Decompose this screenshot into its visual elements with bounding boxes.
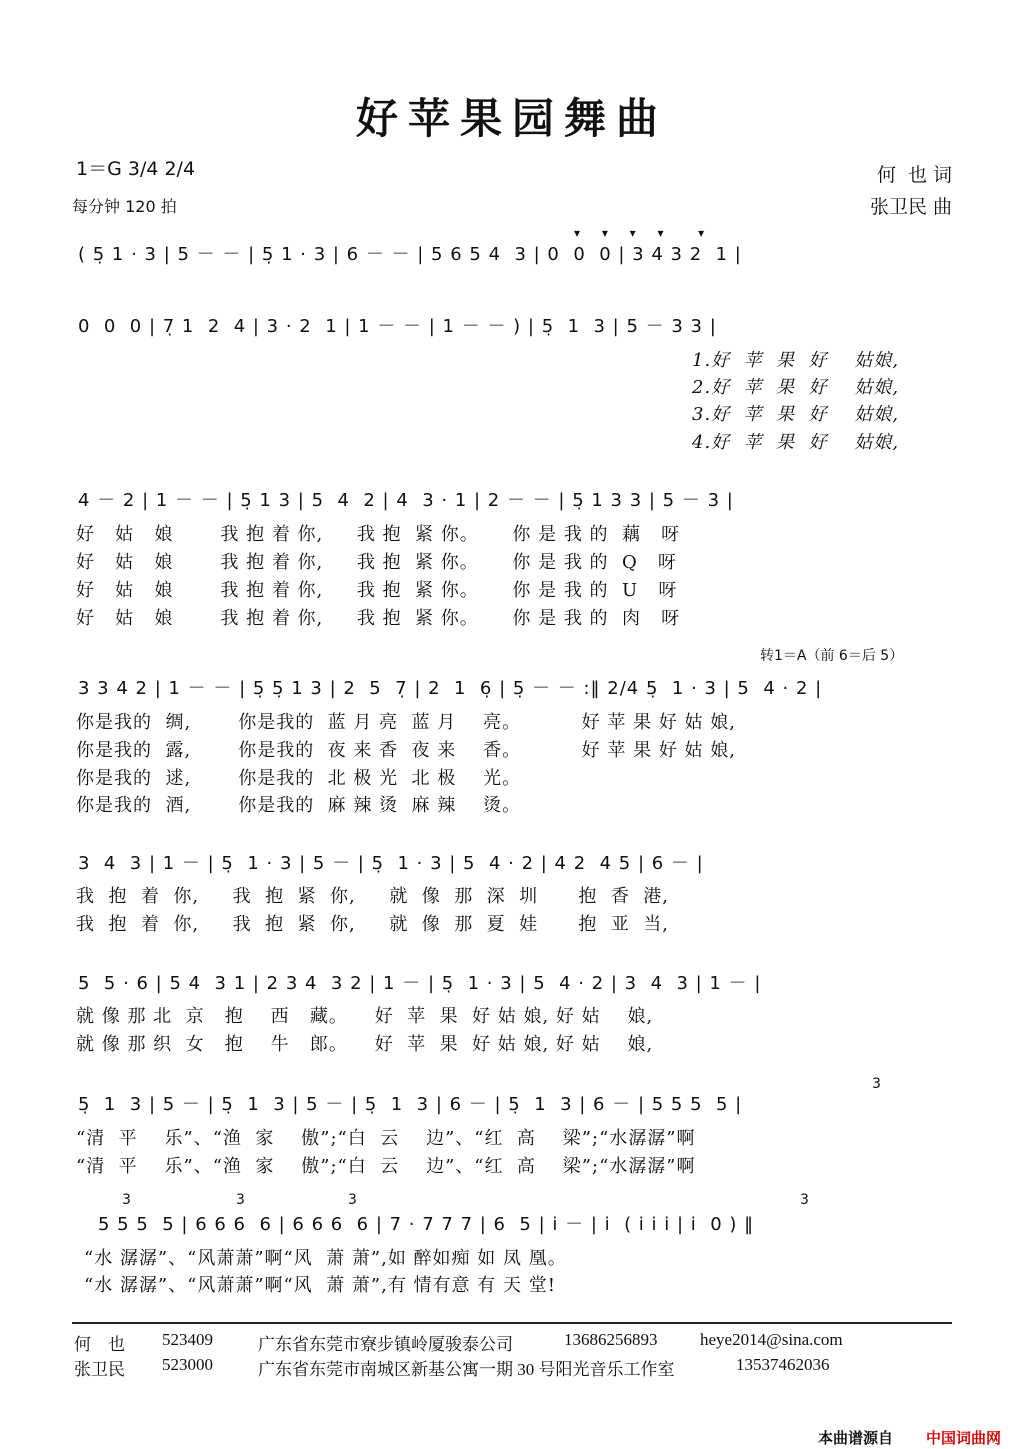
- verse-intro-2: 2.好 苹 果 好 姑娘,: [692, 377, 900, 398]
- chorus1-line-1: 我 抱 着 你, 我 抱 紧 你, 就 像 那 深 圳 抱 香 港,: [76, 886, 670, 907]
- footer-name-2: 张卫民: [74, 1360, 125, 1379]
- staff-line-6: 5 5 · 6 | 5 4 3 1 | 2 3 4 3 2 | 1 － | 5̣ 1 · 3 | 5 4 · 2 | 3 4 3 | 1 － |: [78, 973, 762, 994]
- staff-line-3: 4 － 2 | 1 － － | 5̣ 1 3 | 5 4 2 | 4 3 · 1 | 2 － － | 5̣ 1 3 3 | 5 － 3 |: [78, 490, 734, 511]
- staff-line-5: 3 4 3 | 1 － | 5̣ 1 · 3 | 5 － | 5̣ 1 · 3 | 5 4 · 2 | 4 2 4 5 | 6 － |: [78, 853, 704, 874]
- footer-zip-1: 523409: [162, 1330, 213, 1349]
- source-site-link[interactable]: 中国词曲网: [926, 1429, 1002, 1447]
- staff-line-8: 5 5 5 5 | 6 6 6 6 | 6 6 6 6 | 7 · 7 7 7 | 6 5 | i － | i ( i i i | i 0 ) ‖: [98, 1214, 755, 1235]
- ending-line-2: “水 潺潺”、“风萧萧”啊“风 萧 萧”,有 情有意 有 天 堂!: [84, 1275, 556, 1296]
- verse2-line-2: 你是我的 露, 你是我的 夜 来 香 夜 来 香。 好 苹 果 好 姑 娘,: [76, 740, 736, 761]
- source-label: 本曲谱源自: [818, 1429, 894, 1447]
- accent-marks: ▾ ▾ ▾ ▾ ▾: [574, 226, 714, 240]
- staff-line-4: 3 3 4 2 | 1 － － | 5̣ 5̣ 1 3 | 2 5 7̣ | 2 1 6̣ | 5̣ － － :‖ 2/4 5̣ 1 · 3 | 5 4 · 2 |: [78, 678, 823, 699]
- staff-line-2: 0 0 0 | 7̣ 1 2 4 | 3 · 2 1 | 1 － － | 1 － － ) | 5̣ 1 3 | 5 － 3 3 |: [78, 316, 717, 337]
- footer-email-1[interactable]: heye2014@sina.com: [700, 1330, 843, 1349]
- staff-line-1: ( 5̣ 1 · 3 | 5 － － | 5̣ 1 · 3 | 6 － － | 5 6 5 4 3 | 0 0 0 | 3 4 3 2 1 |: [78, 244, 742, 265]
- ending-line-1: “水 潺潺”、“风萧萧”啊“风 萧 萧”,如 醉如痴 如 凤 凰。: [84, 1248, 567, 1269]
- footer-address-2: 广东省东莞市南城区新基公寓一期 30 号阳光音乐工作室: [258, 1360, 675, 1379]
- triplet-mark-1: 3: [872, 1076, 881, 1092]
- verse-line-1: 好 姑 娘 我 抱 着 你, 我 抱 紧 你。 你 是 我 的 藕 呀: [76, 524, 681, 545]
- verse-line-2: 好 姑 娘 我 抱 着 你, 我 抱 紧 你。 你 是 我 的 Q 呀: [76, 552, 677, 573]
- modulation-note: 转1＝A（前 6＝后 5）: [760, 648, 904, 664]
- triplet-mark-4: 3: [348, 1192, 357, 1208]
- chorus2-line-2: 就 像 那 织 女 抱 牛 郎。 好 苹 果 好 姑 娘, 好 姑 娘,: [76, 1034, 654, 1055]
- triplet-mark-5: 3: [800, 1192, 809, 1208]
- verse2-line-3: 你是我的 逑, 你是我的 北 极 光 北 极 光。: [76, 768, 522, 789]
- verse-intro-3: 3.好 苹 果 好 姑娘,: [692, 404, 900, 425]
- chorus1-line-2: 我 抱 着 你, 我 抱 紧 你, 就 像 那 夏 娃 抱 亚 当,: [76, 914, 670, 935]
- key-signature: 1＝G 3/4 2/4: [76, 158, 196, 180]
- tempo: 每分钟 120 拍: [72, 197, 177, 216]
- verse-line-4: 好 姑 娘 我 抱 着 你, 我 抱 紧 你。 你 是 我 的 肉 呀: [76, 608, 681, 629]
- chorus3-line-1: “清 平 乐”、“渔 家 傲”;“白 云 边”、“红 高 梁”;“水潺潺”啊: [76, 1128, 696, 1149]
- chorus3-line-2: “清 平 乐”、“渔 家 傲”;“白 云 边”、“红 高 梁”;“水潺潺”啊: [76, 1156, 696, 1177]
- verse-intro-1: 1.好 苹 果 好 姑娘,: [692, 350, 900, 371]
- verse-line-3: 好 姑 娘 我 抱 着 你, 我 抱 紧 你。 你 是 我 的 U 呀: [76, 580, 678, 601]
- chorus2-line-1: 就 像 那 北 京 抱 西 藏。 好 苹 果 好 姑 娘, 好 姑 娘,: [76, 1006, 654, 1027]
- footer-phone-2: 13537462036: [736, 1355, 830, 1374]
- footer-rule: [72, 1322, 952, 1324]
- footer-zip-2: 523000: [162, 1355, 213, 1374]
- verse-intro-4: 4.好 苹 果 好 姑娘,: [692, 432, 900, 453]
- song-title: 好苹果园舞曲: [355, 94, 668, 143]
- footer-phone-1: 13686256893: [564, 1330, 658, 1349]
- lyricist: 何 也 词: [876, 164, 952, 186]
- verse2-line-4: 你是我的 酒, 你是我的 麻 辣 烫 麻 辣 烫。: [76, 795, 522, 816]
- triplet-mark-2: 3: [122, 1192, 131, 1208]
- composer: 张卫民 曲: [869, 196, 952, 218]
- footer-address-1: 广东省东莞市寮步镇岭厦骏泰公司: [258, 1335, 513, 1354]
- triplet-mark-3: 3: [236, 1192, 245, 1208]
- staff-line-7: 5̣ 1 3 | 5 － | 5̣ 1 3 | 5 － | 5̣ 1 3 | 6 － | 5̣ 1 3 | 6 － | 5 5 5 5 |: [78, 1094, 743, 1115]
- verse2-line-1: 你是我的 绸, 你是我的 蓝 月 亮 蓝 月 亮。 好 苹 果 好 姑 娘,: [76, 712, 736, 733]
- footer-name-1: 何 也: [74, 1335, 125, 1354]
